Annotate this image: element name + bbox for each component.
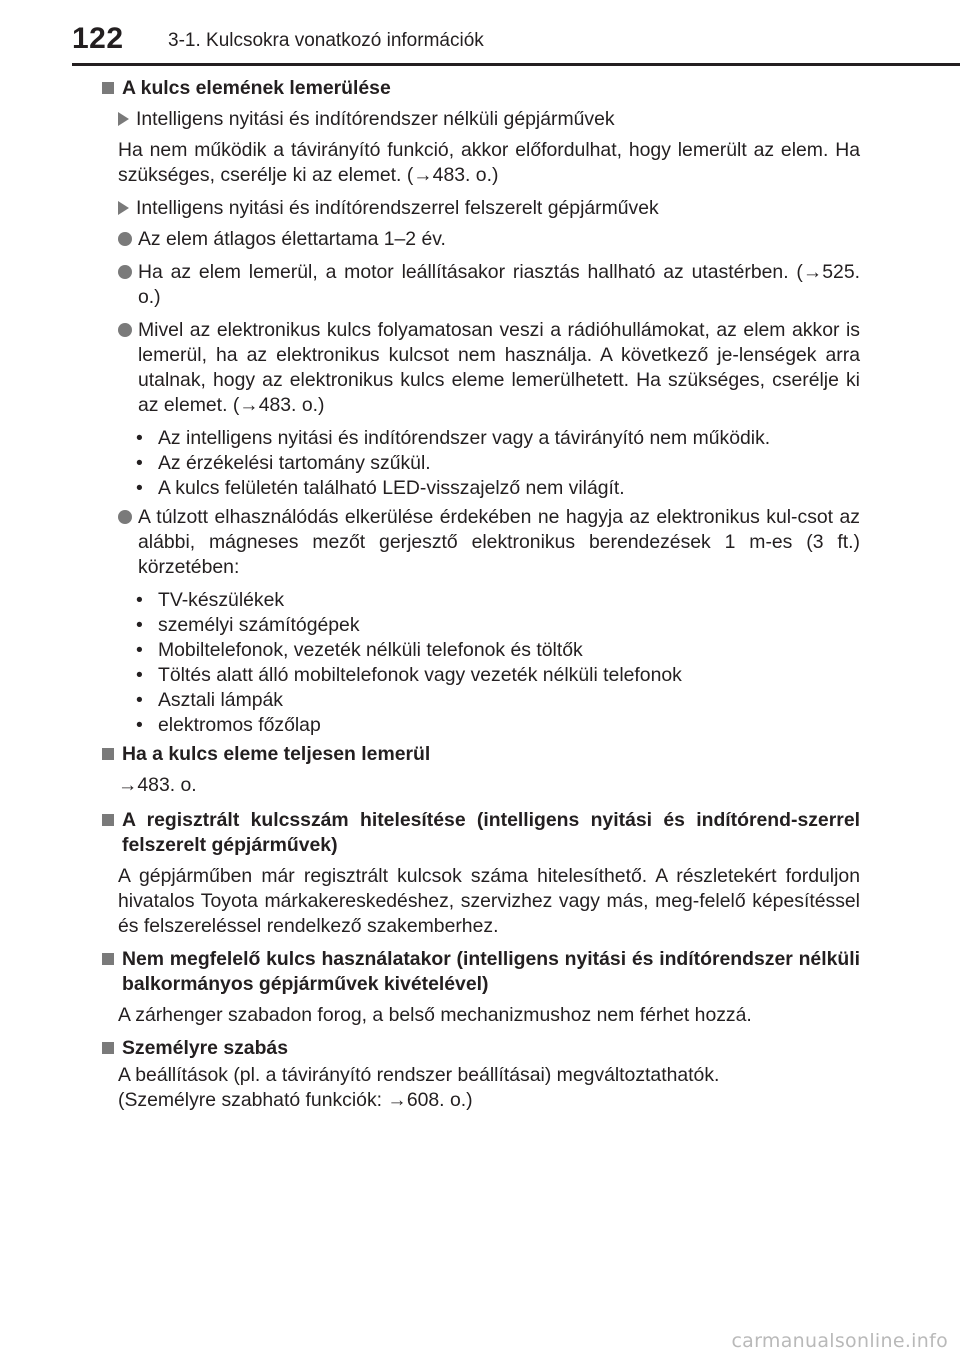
- square-marker-icon: [102, 748, 114, 760]
- bullet-item: • Mobiltelefonok, vezeték nélküli telefonok és töltők: [136, 639, 583, 661]
- page-reference: →483. o.: [118, 774, 197, 796]
- list-item: Az elem átlagos élettartama 1–2 év.: [118, 227, 860, 252]
- circle-bullet-icon: [118, 323, 132, 337]
- bullet-item: • Az érzékelési tartomány szűkül.: [136, 452, 431, 474]
- chapter-title: 3-1. Kulcsokra vonatkozó információk: [168, 30, 484, 51]
- paragraph-line: (Személyre szabható funkciók: →608. o.): [118, 1089, 473, 1111]
- square-marker-icon: [102, 1042, 114, 1054]
- triangle-marker-icon: [118, 112, 129, 126]
- bullet-item: • személyi számítógépek: [136, 614, 360, 636]
- bullet-item: • elektromos főzőlap: [136, 714, 321, 736]
- triangle-marker-icon: [118, 201, 129, 215]
- bullet-item: • TV-készülékek: [136, 589, 285, 611]
- bullet-item: • Töltés alatt álló mobiltelefonok vagy vezeték nélküli telefonok: [136, 664, 682, 686]
- bullet-item: • A kulcs felületén található LED-visszajelző nem világít.: [136, 477, 625, 499]
- section-key-number-verification: [96, 808, 860, 939]
- bullet-list: [136, 588, 860, 738]
- section-wrong-key: [96, 947, 860, 1028]
- paragraph: Ha nem működik a távirányító funkció, akkor előfordulhat, hogy lemerült az elem. Ha szükséges, cserélje ki az elemet. (→483. o.): [118, 139, 860, 186]
- section-heading: A regisztrált kulcsszám hitelesítése (intelligens nyitási és indítórend-szerrel felszerelt gépjárművek): [96, 808, 860, 858]
- bullet-list: [136, 426, 860, 501]
- square-marker-icon: [102, 953, 114, 965]
- page-number: 122: [72, 22, 124, 55]
- bullet-item: • Asztali lámpák: [136, 689, 284, 711]
- header-rule: [72, 63, 960, 66]
- square-marker-icon: [102, 82, 114, 94]
- sub-heading: Intelligens nyitási és indítórendszer nélküli gépjárművek: [118, 107, 860, 132]
- sub-heading: Intelligens nyitási és indítórendszerrel felszerelt gépjárművek: [118, 196, 860, 221]
- section-customization: [96, 1036, 860, 1113]
- square-marker-icon: [102, 814, 114, 826]
- circle-bullet-icon: [118, 265, 132, 279]
- circle-bullet-icon: [118, 232, 132, 246]
- page-content: [96, 76, 860, 1121]
- section-battery-fully-depleted: [96, 742, 860, 798]
- section-heading: Nem megfelelő kulcs használatakor (intelligens nyitási és indítórendszer nélküli balkormányos gépjárművek kivételével): [96, 947, 860, 997]
- section-heading: Személyre szabás: [96, 1036, 860, 1061]
- watermark: carmanualsonline.info: [731, 1330, 948, 1352]
- circle-bullet-icon: [118, 510, 132, 524]
- paragraph: [118, 1063, 860, 1113]
- section-heading: A kulcs elemének lemerülése: [96, 76, 860, 101]
- page-header: [0, 0, 960, 66]
- section-heading: Ha a kulcs eleme teljesen lemerül: [96, 742, 860, 767]
- section-battery-depletion: [96, 76, 860, 738]
- paragraph: A gépjárműben már regisztrált kulcsok száma hitelesíthető. A részletekért forduljon hivatalos Toyota márkakereskedéshez, szervizhez vagy más, meg-felelő képesítéssel és felszereléssel rendelkező szakemberhez.: [118, 865, 860, 937]
- list-item: A túlzott elhasználódás elkerülése érdekében ne hagyja az elektronikus kul-csot az alábbi, mágneses mezőt gerjesztő elektronikus berendezések 1 m-es (3 ft.) körzetében:: [118, 505, 860, 580]
- bullet-item: • Az intelligens nyitási és indítórendszer vagy a távirányító nem működik.: [136, 427, 771, 449]
- list-item: Ha az elem lemerül, a motor leállításakor riasztás hallható az utastérben. (→525. o.): [118, 260, 860, 310]
- paragraph-line: A beállítások (pl. a távirányító rendszer beállításai) megváltoztathatók.: [118, 1064, 720, 1086]
- list-item: Mivel az elektronikus kulcs folyamatosan veszi a rádióhullámokat, az elem akkor is lemerül, ha az elektronikus kulcsot nem használja. A következő je-lenségek arra utalnak, hogy az elektronikus kulcs eleme lemerülhetett. Ha szükséges, cserélje ki az elemet. (→483. o.): [118, 318, 860, 418]
- paragraph: A zárhenger szabadon forog, a belső mechanizmushoz nem férhet hozzá.: [118, 1004, 752, 1026]
